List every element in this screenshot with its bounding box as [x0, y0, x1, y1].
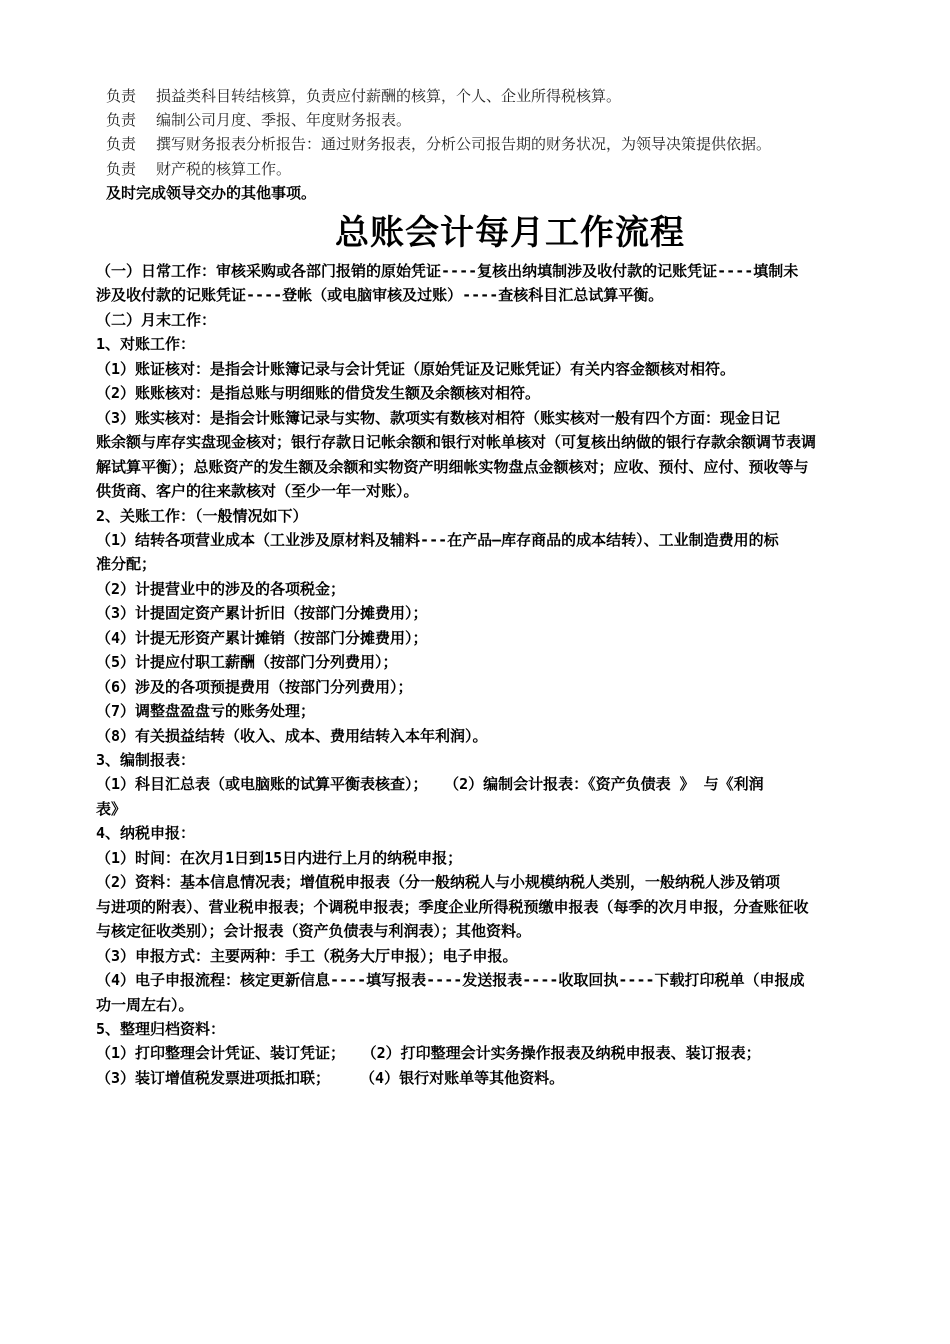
- body-line: 供货商、客户的往来款核对（至少一年一对账）。: [96, 482, 419, 500]
- body-line: （8）有关损益结转（收入、成本、费用结转入本年利润）。: [96, 726, 488, 745]
- duty-line: [106, 108, 411, 132]
- body-line: （2）资料：基本信息情况表；增值税申报表（分一般纳税人与小规模纳税人类别，一般纳税人涉及销项: [96, 873, 781, 892]
- duty-line: [106, 84, 621, 108]
- duty-label: 负责: [106, 160, 137, 178]
- body-line: （1）时间：在次月1日到15日内进行上月的纳税申报；: [96, 848, 463, 867]
- body-line: 涉及收付款的记账凭证----登帐（或电脑审核及过账）----查核科目汇总试算平衡。: [96, 286, 664, 305]
- body-line: （1）账证核对：是指会计账簿记录与会计凭证（原始凭证及记账凭证）有关内容金额核对相符。: [96, 359, 736, 378]
- body-line: 与核定征收类别）；会计报表（资产负债表与利润表）；其他资料。: [96, 922, 532, 941]
- page-title: 总账会计每月工作流程: [335, 213, 685, 253]
- duty-text: 财产税的核算工作。: [156, 160, 292, 178]
- body-line: （7）调整盘盈盘亏的账务处理；: [96, 702, 316, 721]
- body-line: 1、对账工作：: [96, 335, 196, 354]
- body-line: 与进项的附表）、营业税申报表；个调税申报表；季度企业所得税预缴申报表（每季的次月申报，分查账征收: [96, 897, 809, 916]
- body-line: （4）计提无形资产累计摊销（按部门分摊费用）；: [96, 628, 428, 647]
- duty-label: 负责: [106, 111, 137, 129]
- body-line: 准分配；: [96, 555, 157, 574]
- duty-text: 撰写财务报表分析报告：通过财务报表，分析公司报告期的财务状况，为领导决策提供依据。: [156, 135, 772, 153]
- body-line: （2）账账核对：是指总账与明细账的借贷发生额及余额核对相符。: [96, 384, 541, 403]
- duty-text: 损益类科目转结核算，负责应付薪酬的核算，个人、企业所得税核算。: [156, 87, 622, 105]
- duty-line: [106, 132, 771, 156]
- body-line: （3）申报方式：主要两种：手工（税务大厅申报）；电子申报。: [96, 946, 518, 965]
- body-line: 账余额与库存实盘现金核对；银行存款日记帐余额和银行对帐单核对（可复核出纳做的银行存款余额调节表调: [96, 433, 817, 452]
- duty-text: 编制公司月度、季报、年度财务报表。: [156, 111, 412, 129]
- duty-label: 负责: [106, 135, 137, 153]
- body-line: （6）涉及的各项预提费用（按部门分列费用）；: [96, 677, 413, 696]
- body-line: （二）月末工作：: [96, 310, 217, 329]
- other-duty: 及时完成领导交办的其他事项。: [106, 184, 317, 202]
- body-line: 3、编制报表：: [96, 751, 196, 769]
- body-line: （3）装订增值税发票进项抵扣联； （4）银行对账单等其他资料。: [96, 1068, 565, 1087]
- duty-line: [106, 157, 291, 181]
- body-line: 表》: [96, 799, 127, 818]
- body-line: （1）结转各项营业成本（工业涉及原材料及辅料---在产品—库存商品的成本结转）、工业制造费用的标: [96, 531, 779, 549]
- body-line: （1）科目汇总表（或电脑账的试算平衡表核查）； （2）编制会计报表：《资产负债表 》 与《利润: [96, 775, 764, 794]
- body-line: （4）电子申报流程：核定更新信息----填写报表----发送报表----收取回执----下载打印税单（申报成: [96, 971, 805, 989]
- body-line: （5）计提应付职工薪酬（按部门分列费用）；: [96, 653, 398, 672]
- body-line: 2、关账工作：（一般情况如下）: [96, 506, 308, 525]
- body-line: （一）日常工作：审核采购或各部门报销的原始凭证----复核出纳填制涉及收付款的记账凭证----填制未: [96, 262, 799, 280]
- body-line: 4、纳税申报：: [96, 824, 196, 843]
- body-line: （2）计提营业中的涉及的各项税金；: [96, 579, 346, 598]
- body-line: 5、整理归档资料：: [96, 1019, 226, 1038]
- body-line: （3）计提固定资产累计折旧（按部门分摊费用）；: [96, 604, 428, 623]
- body-line: 功一周左右）。: [96, 995, 194, 1014]
- duty-label: 负责: [106, 87, 137, 105]
- body-line: （1）打印整理会计凭证、装订凭证； （2）打印整理会计实务操作报表及纳税申报表、装订报表；: [96, 1044, 761, 1063]
- body-line: （3）账实核对：是指会计账簿记录与实物、款项实有数核对相符（账实核对一般有四个方面：现金日记: [96, 408, 781, 427]
- body-line: 解试算平衡）；总账资产的发生额及余额和实物资产明细帐实物盘点金额核对；应收、预付、应付、预收等与: [96, 457, 809, 476]
